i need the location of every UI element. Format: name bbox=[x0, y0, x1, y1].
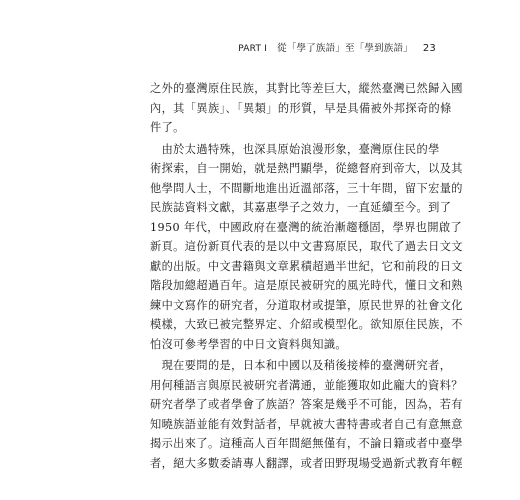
text-line: 者，絕大多數委請專人翻譯，或者田野現場受過新式教育年輕 bbox=[150, 456, 463, 470]
text-line: 民族誌資料文獻，其嘉惠學子之效力，一直延續至今。到了 bbox=[150, 201, 452, 214]
paragraph bbox=[150, 79, 463, 138]
body-text bbox=[150, 79, 463, 473]
text-line: 他學問人士，不間斷地進出近溫部落，三十年間，留下宏量的 bbox=[150, 181, 463, 195]
text-line: 研究者學了或者學會了族語？答案是幾乎不可能，因為，若有 bbox=[150, 398, 463, 411]
text-line: 由於太過特殊，也深具原始浪漫形象，臺灣原住民的學 bbox=[150, 142, 440, 156]
text-line: 用何種語言與原民被研究者溝通，並能獲取如此龐大的資料？ bbox=[150, 378, 463, 392]
text-line: 模樣，大致已被完整界定、介紹或模型化。欲知原住民族，不 bbox=[150, 318, 463, 331]
text-line: 練中文寫作的研究者，分道取材或提筆，原民世界的社會文化 bbox=[150, 298, 463, 312]
paragraph bbox=[150, 140, 463, 355]
text-line: 揭示出來了。這種高人百年間絕無僅有，不論日籍或者中臺學 bbox=[150, 437, 463, 450]
chapter-title: 從「學了族語」至「學到族語」 bbox=[277, 43, 413, 54]
text-line: 知曉族語並能有效對話者，早就被大書特書或者自己有意無意 bbox=[150, 417, 463, 431]
paragraph bbox=[150, 356, 463, 473]
text-line: 獻的出版。中文書籍與文章累積超過半世紀，它和前段的日文 bbox=[150, 259, 463, 273]
text-line: 內，其「異族」、「異類」的形質，早是具備被外邦探奇的條 bbox=[150, 101, 452, 115]
part-label: PART I bbox=[238, 44, 268, 54]
text-line: 現在要問的是，日本和中國以及稍後接棒的臺灣研究者， bbox=[150, 359, 452, 372]
text-line: 新頁。這份新頁代表的是以中文書寫原民，取代了過去日文文 bbox=[150, 240, 463, 253]
text-line: 階段加總超過百年。這是原民被研究的風光時代，懂日文和熟 bbox=[150, 279, 463, 292]
text-line: 件了。 bbox=[150, 121, 185, 134]
text-line: 之外的臺灣原住民族，其對比等差巨大，縱然臺灣已然歸入國 bbox=[150, 82, 463, 95]
running-header bbox=[236, 40, 436, 54]
text-line: 術探索，自一開始，就是熱門顯學，從總督府到帝大，以及其 bbox=[150, 162, 463, 175]
text-line: 怕沒可參考學習的中日文資料與知識。 bbox=[150, 337, 347, 351]
text-line: 1950 年代，中國政府在臺灣的統治漸趨穩固，學界也開啟了 bbox=[150, 220, 463, 234]
page-number: 23 bbox=[422, 43, 436, 54]
